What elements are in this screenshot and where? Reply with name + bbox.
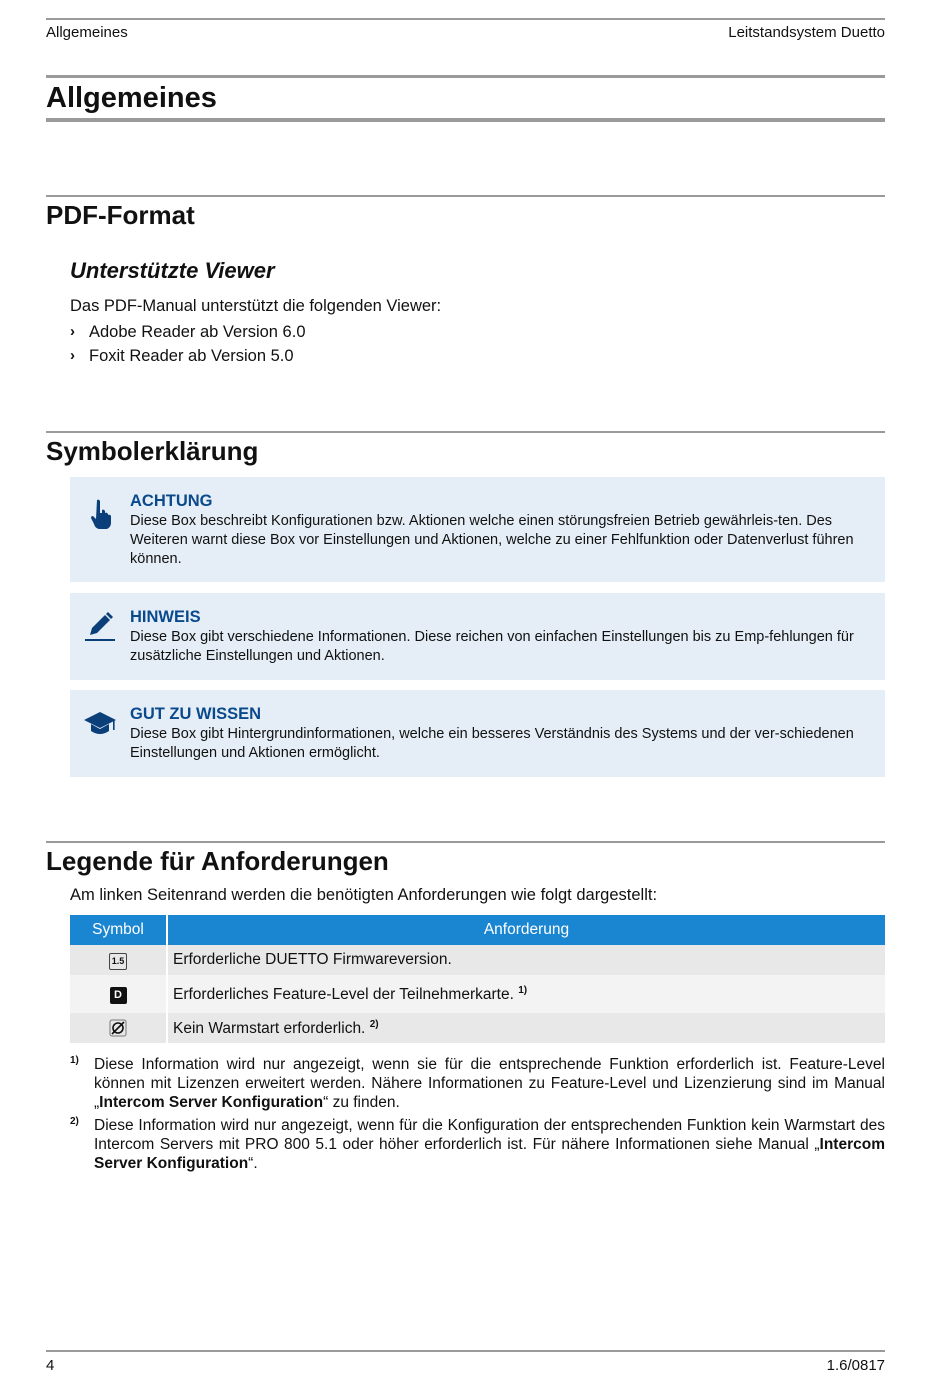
table-row [70,1013,885,1043]
section-heading-legend: Legende für Anforderungen [46,846,389,876]
box-text: Diese Box gibt verschiedene Informationen. Diese reichen von einfachen Einstellungen bis zu Emp-fehlungen für zusätzliche Einstellungen und Aktionen. [130,629,854,664]
box-title: GUT ZU WISSEN [130,705,262,723]
col-header-symbol: Symbol [70,915,167,945]
achtung-box [70,477,885,582]
footnote-ref: 1) [518,984,528,996]
box-title: HINWEIS [130,608,201,626]
requirements-table [70,915,885,1043]
viewer-list [70,320,306,368]
subheading-viewer: Unterstützte Viewer [70,258,275,283]
list-item: › Foxit Reader ab Version 5.0 [70,344,306,368]
chevron-right-icon: › [70,347,75,364]
title-rule-top [46,75,885,78]
pencil-icon [84,611,116,643]
box-text: Diese Box gibt Hintergrundinformationen, welche ein besseres Verständnis des Systems und der ver-schiedenen Einstellungen und Aktionen ermöglicht. [130,726,854,761]
table-row [70,945,885,975]
feature-level-symbol: D [110,987,127,1004]
chevron-right-icon: › [70,323,75,340]
col-header-requirement: Anforderung [167,915,885,945]
table-row [70,975,885,1013]
document-version: 1.6/0817 [826,1357,885,1374]
header-rule [46,18,885,20]
footnote-2: 2) Diese Information wird nur angezeigt, wenn für die Konfiguration der entsprechenden Funktion kein Warmstart des Intercom Servers mit PRO 800 5.1 oder höher erforderlich ist. Für nähere Informationen siehe Manual „Intercom Server Konfiguration“. [70,1116,885,1172]
row-text: Erforderliche DUETTO Firmwareversion. [167,945,885,975]
page-number: 4 [46,1357,55,1374]
header-left: Allgemeines [46,24,128,41]
viewer-intro: Das PDF-Manual unterstützt die folgenden Viewer: [70,297,442,315]
row-text: Erforderliches Feature-Level der Teilnehmerkarte. [173,985,514,1003]
section-rule-legend [46,841,885,843]
box-title: ACHTUNG [130,492,213,510]
header-right: Leitstandsystem Duetto [728,24,885,41]
footnote-ref: 2) [369,1018,379,1030]
footer-rule [46,1350,885,1352]
pointing-hand-icon [84,497,116,529]
section-rule-pdf [46,195,885,197]
footnote-1: 1) Diese Information wird nur angezeigt, wenn sie für die entsprechende Funktion erforderlich ist. Feature-Level können mit Lizenzen erweitert werden. Nähere Informationen zu Feature-Level und Lizenzierung sind im Manual „Intercom Server Konfiguration“ zu finden. [70,1055,885,1111]
legend-intro: Am linken Seitenrand werden die benötigten Anforderungen wie folgt dargestellt: [70,886,658,904]
title-rule-bottom [46,118,885,122]
graduation-cap-icon [82,708,118,740]
hinweis-box [70,593,885,680]
box-text: Diese Box beschreibt Konfigurationen bzw. Aktionen welche einen störungsfreien Betrieb gewährleis-ten. Des Weiteren warnt diese Box vor Einstellungen und Aktionen, welche zu einer Fehlfunktion oder Datenverlust führen können. [130,513,854,567]
row-text: Kein Warmstart erforderlich. [173,1019,366,1037]
page-title: Allgemeines [46,82,217,114]
firmware-version-symbol: 1.5 [109,953,128,970]
section-heading-pdf: PDF-Format [46,200,195,230]
list-item: › Adobe Reader ab Version 6.0 [70,320,306,344]
section-heading-symbols: Symbolerklärung [46,436,259,466]
section-rule-symbols [46,431,885,433]
no-warmstart-icon [109,1019,127,1037]
gut-zu-wissen-box [70,690,885,777]
